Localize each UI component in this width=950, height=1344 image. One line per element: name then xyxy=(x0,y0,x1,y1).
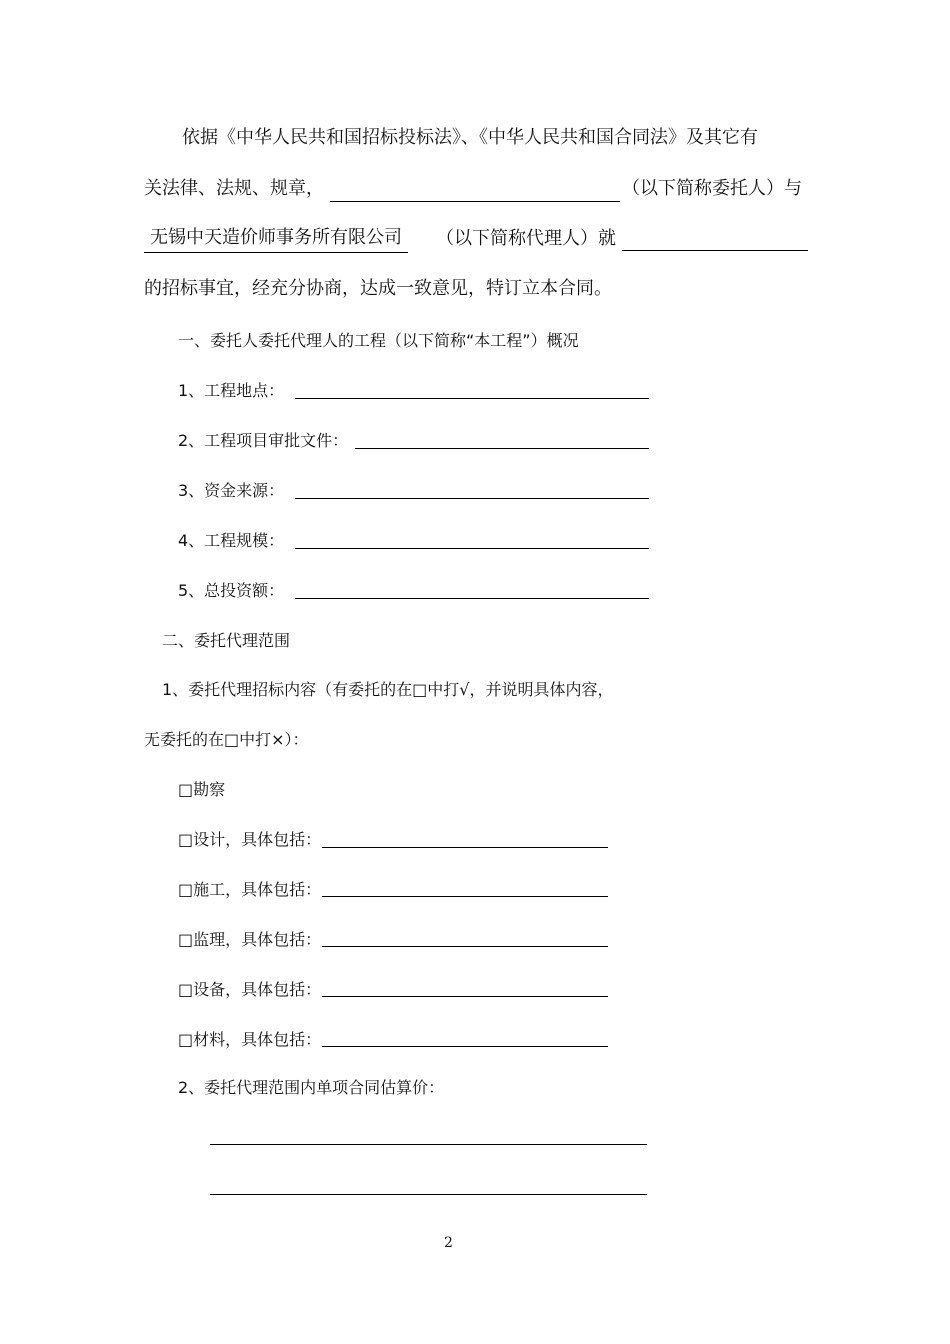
option-design-checkbox[interactable]: □设计，具体包括： xyxy=(178,830,322,849)
option-equipment-checkbox[interactable]: □设备，具体包括： xyxy=(178,980,322,999)
intro-line-1: 依据《中华人民共和国招标投标法》、《中华人民共和国合同法》及其它有 xyxy=(182,127,758,148)
construction-details-blank[interactable] xyxy=(322,896,608,897)
design-details-blank[interactable] xyxy=(322,847,608,848)
supervision-details-blank[interactable] xyxy=(322,946,608,947)
client-name-blank[interactable] xyxy=(330,201,620,202)
estimate-blank-2[interactable] xyxy=(210,1194,647,1195)
option-supervision-checkbox[interactable]: □监理，具体包括： xyxy=(178,930,322,949)
option-materials-checkbox[interactable]: □材料，具体包括： xyxy=(178,1030,322,1049)
item-project-scale-label: 4、工程规模： xyxy=(178,531,285,550)
estimate-blank-1[interactable] xyxy=(210,1144,647,1145)
agent-name-field[interactable]: 无锡中天造价师事务所有限公司 xyxy=(144,223,408,253)
scope-item1-line1: 1、委托代理招标内容（有委托的在□中打√，并说明具体内容， xyxy=(162,680,614,699)
section1-heading: 一、委托人委托代理人的工程（以下简称“本工程”）概况 xyxy=(178,331,579,350)
scope-item1-line2: 无委托的在□中打×）： xyxy=(144,730,309,749)
approval-docs-blank[interactable] xyxy=(355,448,649,449)
materials-details-blank[interactable] xyxy=(322,1046,608,1047)
project-name-blank[interactable] xyxy=(622,250,808,251)
equipment-details-blank[interactable] xyxy=(322,996,608,997)
project-location-blank[interactable] xyxy=(295,398,649,399)
item-project-location-label: 1、工程地点： xyxy=(178,381,285,400)
item-total-investment-label: 5、总投资额： xyxy=(178,581,285,600)
option-survey-checkbox[interactable]: □勘察 xyxy=(178,780,226,799)
page-number: 2 xyxy=(444,1235,453,1251)
intro-line-2-start: 关法律、法规、规章， xyxy=(144,178,324,199)
scope-item2-label: 2、委托代理范围内单项合同估算价： xyxy=(178,1078,445,1097)
option-construction-checkbox[interactable]: □施工，具体包括： xyxy=(178,880,322,899)
total-investment-blank[interactable] xyxy=(295,598,649,599)
intro-line-3-middle: （以下简称代理人）就 xyxy=(436,228,616,249)
funding-source-blank[interactable] xyxy=(295,498,649,499)
intro-line-4: 的招标事宜，经充分协商，达成一致意见，特订立本合同。 xyxy=(144,278,612,299)
intro-line-2-end: （以下简称委托人）与 xyxy=(622,178,802,199)
item-approval-docs-label: 2、工程项目审批文件： xyxy=(178,431,349,450)
section2-heading: 二、委托代理范围 xyxy=(162,631,291,650)
project-scale-blank[interactable] xyxy=(295,548,649,549)
item-funding-source-label: 3、资金来源： xyxy=(178,481,285,500)
